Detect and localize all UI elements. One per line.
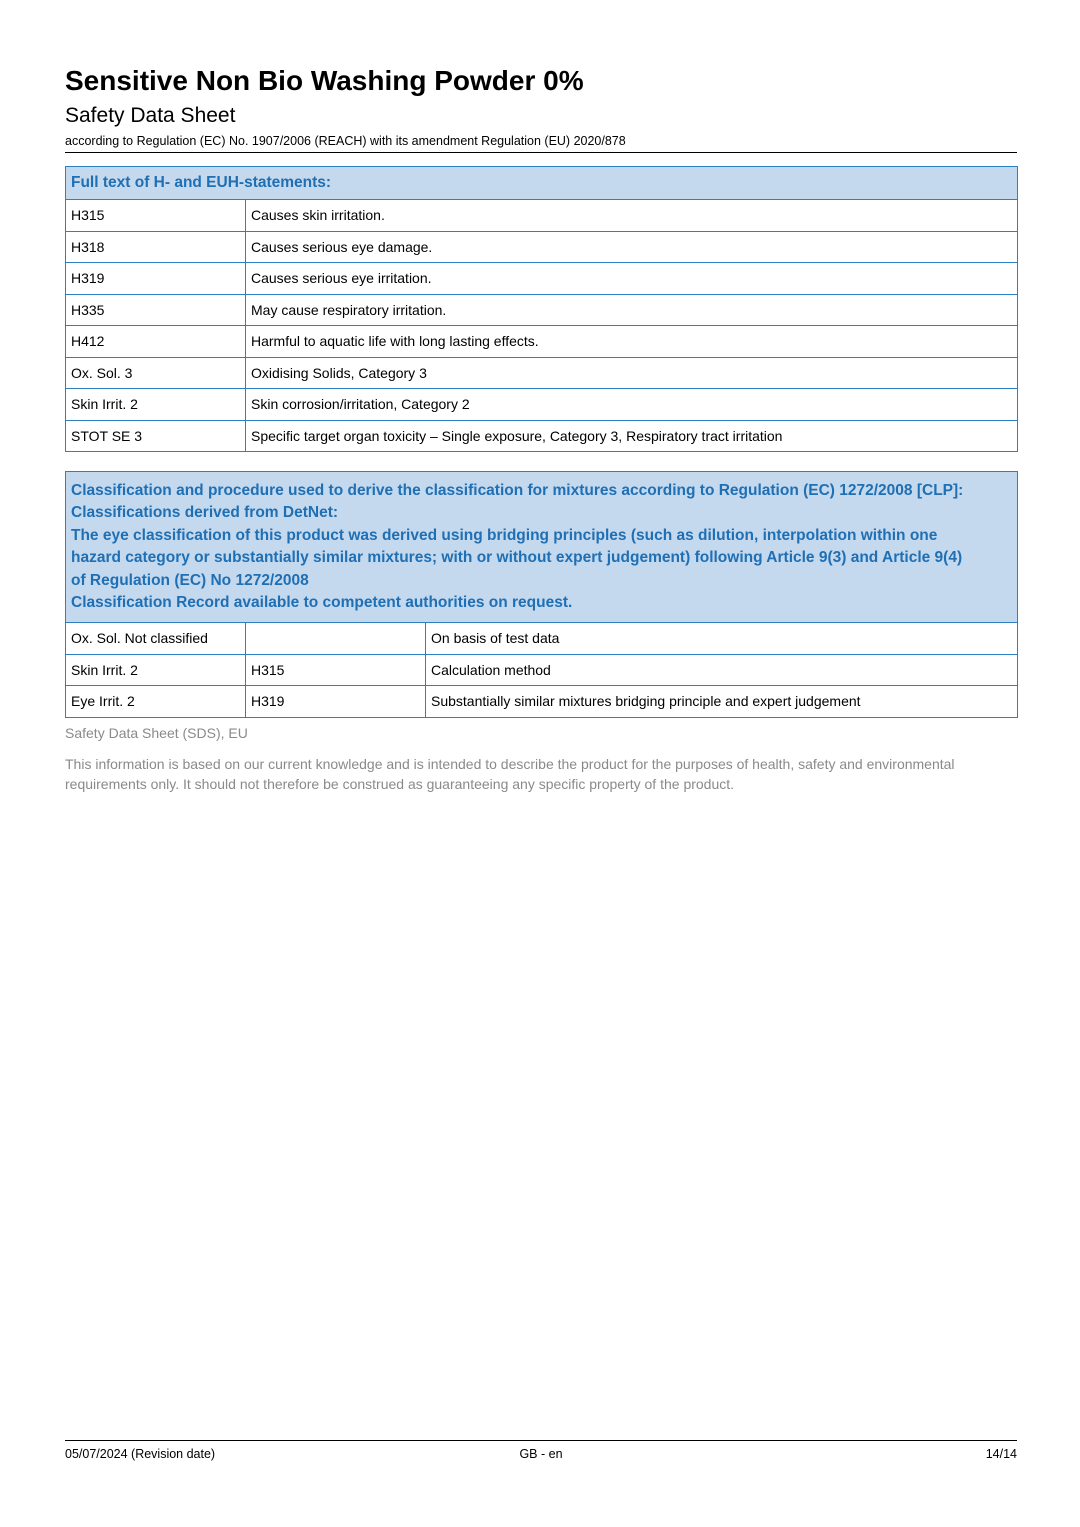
table-row [66, 326, 1018, 358]
disclaimer-text: This information is based on our current knowledge and is intended to describe the product for the purposes of health, safety and environmental requirements only. It should not therefore be construed as guaranteeing any specific property of the product. [65, 756, 955, 792]
classification-hazard: H319 [246, 686, 426, 718]
h-text: Causes serious eye damage. [246, 231, 1018, 263]
classification-heading-line: Classifications derived from DetNet: [71, 504, 339, 521]
classification-table [65, 471, 1018, 718]
table-row [66, 389, 1018, 421]
h-code: Ox. Sol. 3 [66, 357, 246, 389]
footer-locale: GB - en [519, 1447, 563, 1461]
table-row [66, 200, 1018, 232]
h-text: May cause respiratory irritation. [246, 294, 1018, 326]
table-row [66, 686, 1018, 718]
classification-heading-line: Classification and procedure used to derive the classification for mixtures according to Regulation (EC) 1272/2008 [CLP]: [71, 481, 964, 499]
h-code: H319 [66, 263, 246, 295]
classification-heading-line: Classification Record available to competent authorities on request. [71, 594, 573, 611]
footer-page-number: 14/14 [985, 1447, 1017, 1461]
classification-heading-line: The eye classification of this product was derived using bridging principles (such as dilution, interpolation within one [71, 526, 938, 544]
h-code: H315 [66, 200, 246, 232]
classification-procedure: On basis of test data [426, 623, 1018, 655]
header-divider [65, 152, 1017, 153]
classification-procedure: Calculation method [426, 654, 1018, 686]
h-code: STOT SE 3 [66, 420, 246, 452]
classification-hazard [246, 623, 426, 655]
table-row [66, 294, 1018, 326]
table-row [66, 263, 1018, 295]
classification-class: Eye Irrit. 2 [66, 686, 246, 718]
table-row [66, 654, 1018, 686]
classification-class: Skin Irrit. 2 [66, 654, 246, 686]
footer-divider [65, 1440, 1017, 1441]
table-row [66, 231, 1018, 263]
h-text: Specific target organ toxicity – Single exposure, Category 3, Respiratory tract irritation [246, 420, 1018, 452]
document-subtitle: Safety Data Sheet [65, 104, 236, 127]
h-text: Oxidising Solids, Category 3 [246, 357, 1018, 389]
h-code: H412 [66, 326, 246, 358]
h-text: Causes skin irritation. [246, 200, 1018, 232]
classification-hazard: H315 [246, 654, 426, 686]
h-statements-table [65, 166, 1018, 452]
classification-heading-line: of Regulation (EC) No 1272/2008 [71, 571, 309, 589]
sds-label: Safety Data Sheet (SDS), EU [65, 725, 248, 741]
table-row [66, 623, 1018, 655]
h-statements-heading: Full text of H- and EUH-statements: [66, 167, 1018, 200]
classification-class: Ox. Sol. Not classified [66, 623, 246, 655]
product-title: Sensitive Non Bio Washing Powder 0% [65, 65, 584, 96]
h-code: Skin Irrit. 2 [66, 389, 246, 421]
h-text: Skin corrosion/irritation, Category 2 [246, 389, 1018, 421]
table-row [66, 357, 1018, 389]
classification-procedure: Substantially similar mixtures bridging principle and expert judgement [426, 686, 1018, 718]
h-text: Causes serious eye irritation. [246, 263, 1018, 295]
h-code: H335 [66, 294, 246, 326]
table-row [66, 420, 1018, 452]
footer-revision-date: 05/07/2024 (Revision date) [65, 1447, 216, 1461]
regulation-reference: according to Regulation (EC) No. 1907/2006 (REACH) with its amendment Regulation (EU) 2020/878 [65, 134, 626, 148]
h-text: Harmful to aquatic life with long lasting effects. [246, 326, 1018, 358]
classification-heading-line: hazard category or substantially similar mixtures; with or without expert judgement) following Article 9(3) and Article 9(4) [71, 549, 963, 566]
classification-heading [66, 472, 1018, 623]
h-code: H318 [66, 231, 246, 263]
